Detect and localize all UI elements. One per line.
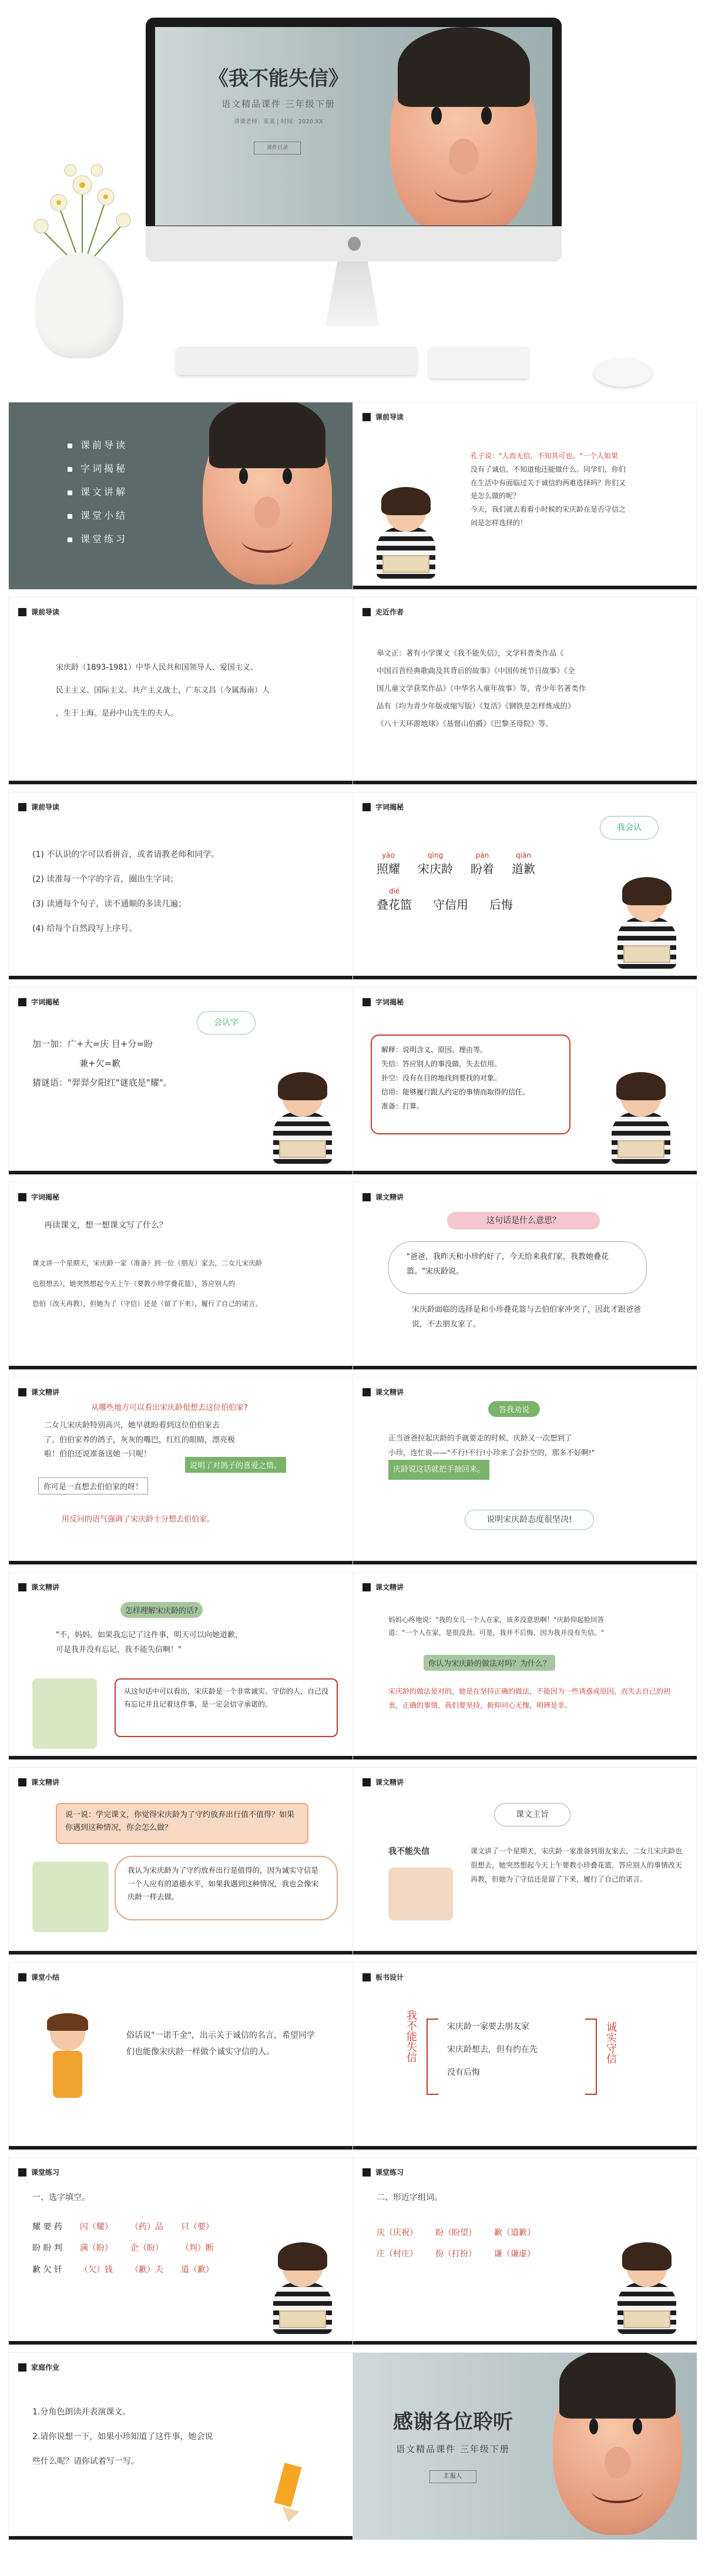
title-slide <box>155 27 552 226</box>
slide-header: 课堂练习 <box>31 2168 60 2177</box>
slide-evidence <box>8 1377 353 1565</box>
trackpad <box>429 347 529 378</box>
slide-summary-question <box>8 1182 353 1370</box>
slide-toc <box>8 402 353 590</box>
slide-understanding <box>8 1572 353 1760</box>
evidence-text: 二女儿宋庆龄特别高兴，她早就盼着到这位伯伯家去 了。伯伯家养的鸽子，灰灰的嘴巴，红红的眼睛，漂亮极 啦！伯伯还说准备送她一只呢！ <box>44 1421 236 1459</box>
slide-determination <box>352 1377 697 1565</box>
girl-reading-image <box>612 2246 682 2334</box>
slide-header: 课文精讲 <box>375 1388 404 1396</box>
speech-bubble: 课文主旨 <box>494 1803 570 1826</box>
slide-exercise-1 <box>8 2157 353 2345</box>
vocab-grid: yào 照耀 qìng 宋庆龄 pàn 盼着 qiàn 道歉 dié 叠花篮 守信用 后悔 <box>377 851 535 912</box>
flower-bouquet-icon <box>24 135 141 270</box>
apple-logo-icon <box>348 237 361 251</box>
slide-homework <box>8 2352 353 2540</box>
slide-header: 字词揭秘 <box>31 998 60 1006</box>
question-banner: 怎样理解宋庆龄的话? <box>120 1602 203 1618</box>
explanation-text: 宋庆龄面临的选择是和小珍叠花篮与去伯伯家冲突了，因此才跟爸爸说，不去朋友家了。 <box>412 1305 642 1329</box>
tricks-text: 加一加：广+大=庆 目+分=盼 兼+欠=歉 猜谜语："羿羿夕阳红"谜底是"耀"。 <box>32 1039 172 1088</box>
toc-item[interactable]: 课堂小结 <box>68 508 127 522</box>
slide-definitions <box>352 987 697 1175</box>
question-text: 从哪些地方可以看出宋庆龄很想去这位伯伯家? <box>91 1403 248 1412</box>
toc-item[interactable]: 课文讲解 <box>68 485 127 498</box>
slide-button: 课件目录 <box>254 142 301 155</box>
slide-intro <box>352 402 697 590</box>
right-brace <box>585 2019 597 2095</box>
slide-header: 课前导读 <box>31 608 60 616</box>
definition-box: 解释：说明含义、原因、理由等。 失信：答应别人的事没做，失去信用。 扑空：没有在目的地找到要找的对象。 信用：能够履行跟人约定的事情而取得的信任。 准备：打算。 <box>371 1035 570 1134</box>
slide-quote-meaning <box>352 1182 697 1370</box>
girl-reading-image <box>371 491 441 579</box>
bio-text: 宋庆龄（1893-1981）中华人民共和国领导人、爱国主义、 民主主义、国际主义、共产主义战士，广东文昌（今属海南）人 ，生于上海。是孙中山先生的夫人。 <box>56 663 270 718</box>
monitor <box>146 18 562 261</box>
slide-info: 讲课老师：某某 | 时间：2020.XX <box>233 119 324 125</box>
monitor-stand <box>314 261 391 326</box>
slide-header: 字词揭秘 <box>375 998 404 1006</box>
slide-header: 字词揭秘 <box>375 803 404 811</box>
summary-text: 俗话说"一诺千金"，出示关于诚信的名言，希望同学们也能像宋庆龄一样做个诚实守信的人。 <box>126 2031 315 2057</box>
slide-header: 课堂小结 <box>31 1973 60 1981</box>
speech-bubble: 会认字 <box>197 1011 256 1035</box>
hero-section <box>0 0 705 399</box>
doll-face-image <box>390 39 537 226</box>
slide-board-design <box>352 1962 697 2150</box>
exercise-title: 二、形近字组词。 <box>377 2193 442 2202</box>
vase <box>35 253 123 358</box>
note-box: 从这句话中可以看出，宋庆龄是一个非常诚实、守信的人，自己没有忘记并且记着这件事，是一定会信守承诺的。 <box>115 1678 338 1737</box>
family-illustration <box>32 1678 97 1749</box>
slide-right-or-wrong <box>352 1572 697 1760</box>
slide-reading-tips <box>8 792 353 980</box>
main-idea-text: 课文讲了一个星期天，宋庆龄一家准备到朋友家去，二女儿宋庆龄也很想去，她突然想起今天上午要教小珍叠花篮，答应别人的事情改天再教，但她为了守信还是留了下来，履行了自己的诺言。 <box>471 1847 683 1883</box>
note-green: 答我劝说 <box>488 1401 540 1417</box>
slide-header: 课前导读 <box>375 413 404 421</box>
author-text: 皋文正：著有小学课文《我不能失信》，文学科普类作品《 中国百首经典歌曲及其背后的故事》《中国传统节日故事》《全 国儿童文学获奖作品》《中华名人童年故事》等，青少年名著类作 品有（均为青少年版或缩写版）《复活》《钢铁是怎样炼成的》 《八十天环游地球》《基督山伯爵》《巴黎圣母院》等。 <box>377 649 586 728</box>
dialogue-text: 妈妈心疼地说："我的女儿一个人在家，该多没意思啊！"庆龄仰起脸回答 道："一个人在家，是很没劲。可是，我并不后悔，因为我并没有失信。" <box>388 1616 605 1637</box>
toc-item[interactable]: 课堂练习 <box>68 532 127 545</box>
slide-title: 《我不能失信》 <box>209 67 348 90</box>
speech-bubble: 我会认 <box>600 816 659 839</box>
quote-bubble: "爸爸，我昨天和小珍约好了，今天给来我们家，我教她叠花篮。"宋庆龄说。 <box>388 1241 647 1294</box>
slide-vocab <box>352 792 697 980</box>
slide-header: 课堂练习 <box>375 2168 404 2177</box>
summary-text: 课文讲一个星期天，宋庆龄一家（准备）到一位（朋友）家去，二女儿宋庆龄 也很想去），她突然想起今天上午（要教小珍学叠花篮），答应别人的 恐怕（改天再教），但她为了（守信）还是（留了下来），履行了自己的诺言。 <box>32 1259 262 1308</box>
girl-reading-image <box>267 1076 338 1164</box>
slide-header: 课文精讲 <box>31 1778 60 1786</box>
slide-header: 课文精讲 <box>375 1193 404 1201</box>
slide-class-summary <box>8 1962 353 2150</box>
family-illustration <box>32 1862 109 1932</box>
slide-character-tricks <box>8 987 353 1175</box>
toc-item[interactable]: 字词揭秘 <box>68 461 127 475</box>
exercise-grid: 庆（庆祝） 盼（盼望） 歉（道歉） 庄（村庄） 扮（打扮） 谦（谦虚） <box>377 2228 535 2259</box>
girl-reading-image <box>612 881 682 969</box>
slide-header: 走近作者 <box>375 608 404 616</box>
slide-header: 课文精讲 <box>31 1388 60 1396</box>
slide-author <box>352 597 697 785</box>
slide-header: 板书设计 <box>375 1973 404 1981</box>
tips-text: (1) 不认识的字可以看拼音，或者请教老师和同学。 (2) 读准每一个字的字音，圈出生字词； (3) 读通每个句子，读不通顺的多读几遍； (4) 给每个自然段写上序号。 <box>32 850 220 933</box>
slide-exercise-2 <box>352 2157 697 2345</box>
slide-main-idea <box>352 1767 697 1955</box>
intro-text: 孔子说："人而无信，不知其可也。"一个人如果 没有了诚信，不知道他还能做什么。同学们，你们 在生活中有面临过关于诚信的两难选择吗？你们又 是怎么做的呢？ 今天，我们就去看看小时候的宋庆龄在是否守信之 间是怎样选择的！ <box>471 452 626 527</box>
board-left: 我不能失信 <box>405 2010 417 2063</box>
slide-thanks <box>352 2352 697 2540</box>
girl-reading-image <box>606 1076 676 1164</box>
presenter-label: 汇报人 <box>429 2470 476 2483</box>
question-box: 说一说：学完课文，你觉得宋庆龄为了守约放弃出行值不值得？如果你遇到这种情况，你会怎么做？ <box>56 1803 308 1844</box>
thanks-title: 感谢各位聆听 <box>393 2410 513 2434</box>
doll-face-image <box>203 408 332 585</box>
question-banner: 你认为宋庆龄的做法对吗？为什么？ <box>424 1655 555 1671</box>
conclusion-bubble: 说明宋庆龄态度很坚决! <box>465 1510 594 1530</box>
question-text: 再读课文，想一想课文写了什么？ <box>44 1221 167 1230</box>
answer-text: 宋庆龄的做法是对的，她是在坚持正确的做法，不能因为一些诱惑或原因，而失去自己的初衷，正确的事情，我们要坚持，俯仰问心无愧，明辨是非。 <box>388 1687 671 1710</box>
mouse <box>593 358 652 387</box>
thanks-subtitle: 语文精品课件 三年级下册 <box>396 2444 510 2454</box>
family-illustration <box>388 1868 453 1920</box>
conclusion-text: 用反问的语气强调了宋庆龄十分想去伯伯家。 <box>62 1515 215 1524</box>
boy-illustration <box>44 2016 91 2110</box>
keyboard <box>176 347 417 375</box>
exercise-grid: 耀 要 药 闪（耀） （药）品 只（要） 盼 盼 判 满（盼） 企（盼） （判）断 歉 欠 钎 （欠）钱 （歉）夫 道（歉） <box>32 2222 214 2275</box>
slide-header: 课前导读 <box>31 803 60 811</box>
board-right: 诚实守信 <box>605 2021 617 2064</box>
question-banner: 这句话是什么意思？ <box>447 1212 600 1230</box>
quote-text: "不，妈妈。如果我忘记了这件事，明天可以向她道歉， 可是我并没有忘记，我不能失信啊！" <box>56 1631 243 1654</box>
left-brace <box>427 2019 438 2095</box>
board-lines: 宋庆龄一家要去朋友家 宋庆龄想去，但有约在先 没有后悔 <box>447 2022 538 2078</box>
doll-face-image <box>553 2359 682 2535</box>
slide-header: 课文精讲 <box>375 1778 404 1786</box>
slide-header: 字词揭秘 <box>31 1193 60 1201</box>
toc-item[interactable]: 课前导读 <box>68 438 127 451</box>
note-green: 说明了对鸽子的喜爱之情。 <box>185 1457 286 1473</box>
note-grey: 你可是一直想去伯伯家的呀！ <box>38 1477 148 1494</box>
slide-header: 家庭作业 <box>31 2363 60 2372</box>
determination-text: 正当爸爸拉起庆龄的手就要走的时候，庆龄又一次想到了 小珍，连忙说——"不行!不行!小珍来了会扑空的，那多不好啊!" 庆龄说这话就把手抽回来。 <box>388 1430 595 1480</box>
answer-bubble: 我认为宋庆龄为了守约放弃出行是值得的，因为诚实守信是一个人应有的道德水平，如果我遇到这种情况，我也会像宋庆龄一样去做。 <box>115 1856 338 1920</box>
homework-text: 1.分角色朗读并表演课文。 2.请你说想一下，如果小珍知道了这件事，她会说 些什么呢？请你试着写一写。 <box>32 2407 213 2466</box>
slide-header: 课文精讲 <box>375 1583 404 1591</box>
slide-discussion <box>8 1767 353 1955</box>
book-title: 我不能失信 <box>388 1847 429 1856</box>
exercise-title: 一、选字填空。 <box>32 2193 90 2202</box>
pencil-icon <box>267 2459 308 2523</box>
slide-subtitle: 语文精品课件 三年级下册 <box>221 99 335 109</box>
girl-reading-image <box>267 2246 338 2334</box>
slide-header: 课文精讲 <box>31 1583 60 1591</box>
slide-biography <box>8 597 353 785</box>
